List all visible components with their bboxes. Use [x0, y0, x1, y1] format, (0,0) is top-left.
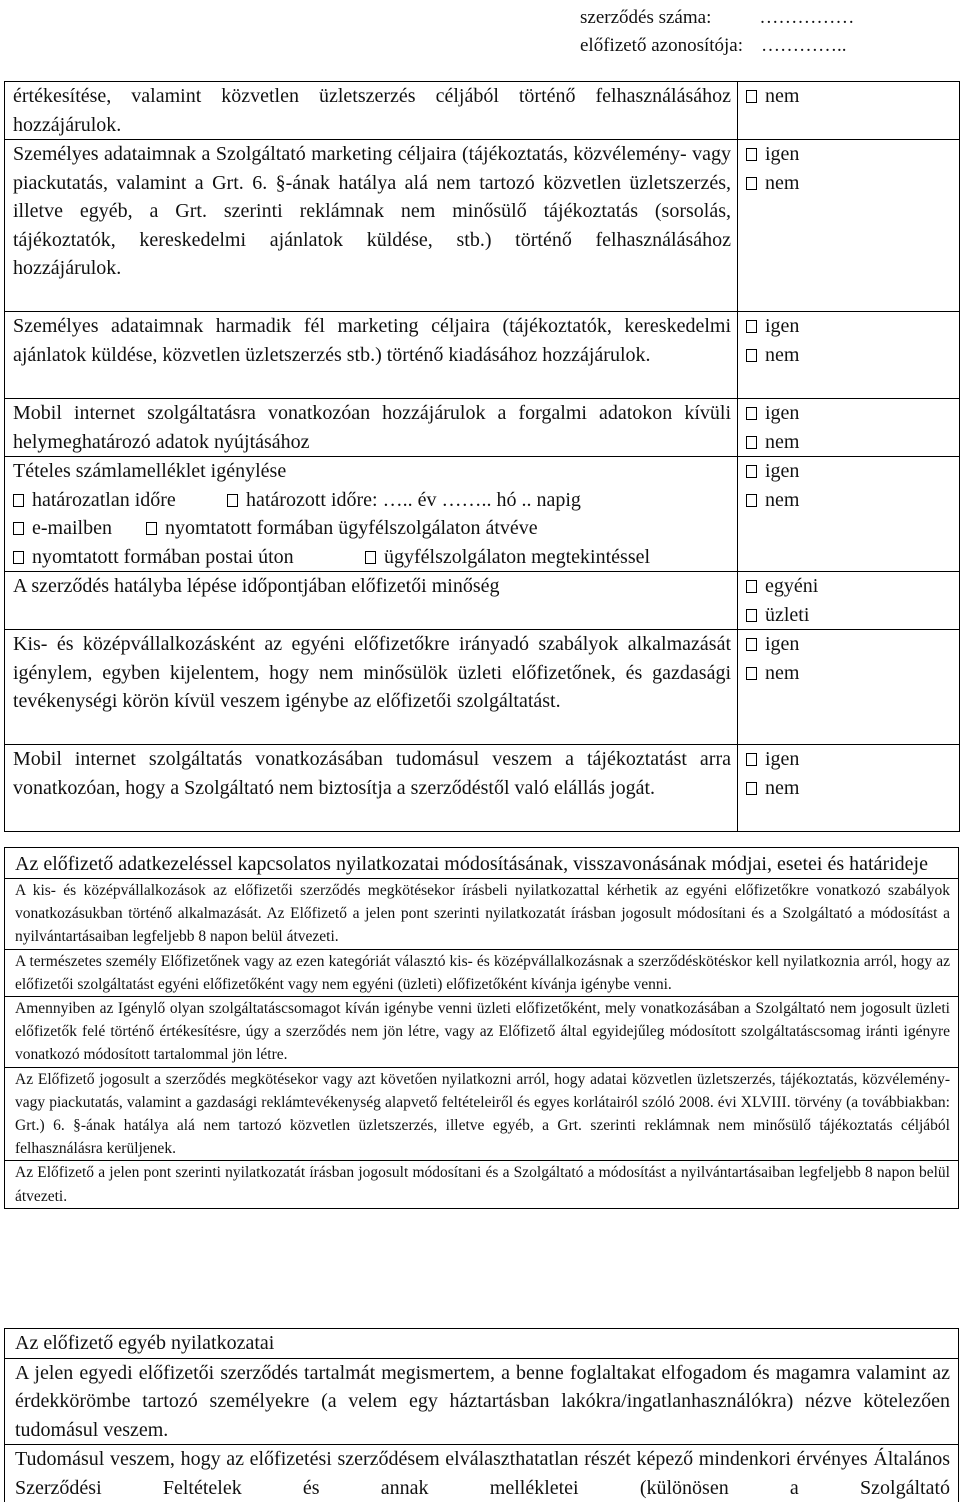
- option-nem[interactable]: nem: [746, 341, 955, 370]
- consent-options: [738, 312, 960, 399]
- option-nem[interactable]: nem: [746, 486, 955, 515]
- checkbox-icon[interactable]: [746, 580, 757, 593]
- sme-row: [5, 630, 960, 745]
- invoice-email-option[interactable]: e-mailben: [13, 514, 146, 543]
- checkbox-icon[interactable]: [746, 494, 757, 507]
- contract-number-label: szerződés száma:: [580, 7, 711, 28]
- paragraph: A kis- és középvállalkozások az előfizetői szerződés megkötésekor írásbeli nyilatkozattal kérhetik az egyéni előfizetőkre vonatkozó szabályok vonatkozásukban történő alkalmazását. Az Előfizető a jelen pont szerinti nyilatkozatát írásban jogosult módosítani és a Szolgáltató a módosítást a nyilvántartásaiban legfeljebb 8 napon belül átvezeti.: [5, 879, 959, 950]
- checkbox-icon[interactable]: [746, 177, 757, 190]
- other-declarations-table: [4, 1328, 959, 1502]
- invoice-title: Tételes számlamelléklet igénylése: [13, 457, 731, 486]
- option-igen[interactable]: igen: [746, 399, 955, 428]
- paragraph: Tudomásul veszem, hogy az előfizetési szerződésem elválaszthatatlan részét képező mindenkori érvényes Általános Szerződési Feltételek és annak mellékletei (különösen a Szolgáltató: [5, 1445, 959, 1502]
- checkbox-icon[interactable]: [746, 609, 757, 622]
- section-heading-row: [5, 848, 959, 879]
- sme-options: [738, 630, 960, 745]
- paragraph-row: [5, 1161, 959, 1208]
- consent-text: Személyes adataimnak harmadik fél marketing céljaira (tájékoztatók, kereskedelmi ajánlatok küldése, közvetlen üzletszerzés stb.) történő kiadásához hozzájárulok.: [5, 312, 738, 399]
- checkbox-icon[interactable]: [13, 494, 24, 507]
- checkbox-icon[interactable]: [365, 551, 376, 564]
- consent-options: [738, 140, 960, 312]
- section-heading: Az előfizető adatkezeléssel kapcsolatos nyilatkozatai módosításának, visszavonásának módjai, esetei és határideje: [5, 848, 959, 879]
- paragraph-row: [5, 1358, 959, 1445]
- checkbox-icon[interactable]: [746, 148, 757, 161]
- checkbox-icon[interactable]: [746, 782, 757, 795]
- consent-options: [738, 82, 960, 140]
- option-igen[interactable]: igen: [746, 457, 955, 486]
- invoice-printed-post-option[interactable]: nyomtatott formában postai úton: [13, 543, 365, 572]
- contract-number-row: [580, 4, 854, 32]
- invoice-delivery-line-2: [13, 543, 731, 572]
- sme-text: Kis- és középvállalkozásként az egyéni előfizetőkre irányadó szabályok alkalmazását igénylem, egyben kijelentem, hogy nem minősülök üzleti előfizetőnek, és gazdasági tevékenységi körön kívül veszem igénybe az előfizetői szolgáltatást.: [5, 630, 738, 745]
- subscriber-id-row: [580, 32, 854, 60]
- paragraph: A természetes személy Előfizetőnek vagy az ezen kategóriát választó kis- és középvállalkozásnak a szerződéskötéskor kell nyilatkoznia arról, hogy az előfizetői szolgáltatást egyéni előfizetőként vagy nem egyéni (üzleti) előfizetőként kívánja igénybe venni.: [5, 949, 959, 996]
- checkbox-icon[interactable]: [146, 522, 157, 535]
- subscriber-id-value[interactable]: …………..: [761, 35, 847, 56]
- option-nem[interactable]: nem: [746, 428, 955, 457]
- consent-options: [738, 399, 960, 457]
- option-nem[interactable]: nem: [746, 774, 955, 803]
- status-options: [738, 572, 960, 630]
- data-handling-table: [4, 847, 959, 1209]
- invoice-indefinite-option[interactable]: határozatlan időre: [13, 486, 227, 515]
- option-nem[interactable]: nem: [746, 659, 955, 688]
- paragraph-row: [5, 1067, 959, 1161]
- consent-table: [4, 81, 960, 832]
- checkbox-icon[interactable]: [227, 494, 238, 507]
- checkbox-icon[interactable]: [746, 349, 757, 362]
- paragraph: Amennyiben az Igénylő olyan szolgáltatáscsomagot kíván igénybe venni üzleti előfizetőként, mely vonatkozásában a Szolgáltató nem jogosult üzleti előfizetők felé történő értékesítésre, úgy a szerződés nem jön létre, vagy az Előfizető által egyidejűleg módosított szolgáltatáscsomag iránti igényre vonatkozó módosított tartalommal jön létre.: [5, 997, 959, 1068]
- option-nem[interactable]: nem: [746, 82, 955, 111]
- option-igen[interactable]: igen: [746, 140, 955, 169]
- consent-text: Mobil internet szolgáltatásra vonatkozóan hozzájárulok a forgalmi adatokon kívüli helymeghatározó adatok nyújtásához: [5, 399, 738, 457]
- status-text: A szerződés hatályba lépése időpontjában előfizetői minőség: [5, 572, 738, 630]
- invoice-options: [738, 457, 960, 572]
- paragraph: Az Előfizető a jelen pont szerinti nyilatkozatát írásban jogosult módosítani és a Szolgáltató a módosítást a nyilvántartásaiban legfeljebb 8 napon belül átvezeti.: [5, 1161, 959, 1208]
- invoice-printed-office-option[interactable]: nyomtatott formában ügyfélszolgálaton átvéve: [146, 514, 538, 543]
- paragraph-row: [5, 879, 959, 950]
- consent-row: [5, 312, 960, 399]
- option-egyeni[interactable]: egyéni: [746, 572, 955, 601]
- invoice-office-view-option[interactable]: ügyfélszolgálaton megtekintéssel: [365, 543, 650, 572]
- checkbox-icon[interactable]: [746, 465, 757, 478]
- mobile-options: [738, 745, 960, 832]
- consent-text: értékesítése, valamint közvetlen üzletszerzés céljából történő felhasználásához hozzájárulok.: [5, 82, 738, 140]
- invoice-cell: [5, 457, 738, 572]
- contract-header: [580, 4, 854, 60]
- paragraph-row: [5, 1445, 959, 1502]
- section-heading-row: [5, 1329, 959, 1359]
- paragraph-row: [5, 997, 959, 1068]
- subscriber-id-label: előfizető azonosítója:: [580, 35, 743, 56]
- status-row: [5, 572, 960, 630]
- checkbox-icon[interactable]: [13, 551, 24, 564]
- consent-row: [5, 82, 960, 140]
- paragraph: Az Előfizető jogosult a szerződés megkötésekor vagy azt követően nyilatkozni arról, hogy adatai közvetlen üzletszerzés, tájékoztatás, közvélemény- vagy piackutatás, valamint a gazdasági reklámtevékenység alapvető feltételeiről és egyes korlátairól szóló 2008. évi XLVIII. törvény (a továbbiakban: Grt.) 6. §-ának hatálya alá nem tartozó közvetlen üzletszerzés, illetve egyéb, a Grt. szerinti reklámnak nem minősülő tájékoztatás céljából felhasználásra kerüljenek.: [5, 1067, 959, 1161]
- option-nem[interactable]: nem: [746, 169, 955, 198]
- consent-row: [5, 140, 960, 312]
- option-uzleti[interactable]: üzleti: [746, 601, 955, 630]
- option-igen[interactable]: igen: [746, 630, 955, 659]
- checkbox-icon[interactable]: [13, 522, 24, 535]
- invoice-definite-option[interactable]: határozott időre: ….. év …….. hó .. napig: [227, 486, 581, 515]
- option-igen[interactable]: igen: [746, 312, 955, 341]
- contract-number-value[interactable]: ……………: [759, 7, 854, 28]
- mobile-row: [5, 745, 960, 832]
- invoice-period-line: [13, 486, 731, 515]
- checkbox-icon[interactable]: [746, 320, 757, 333]
- checkbox-icon[interactable]: [746, 90, 757, 103]
- section-heading: Az előfizető egyéb nyilatkozatai: [5, 1329, 959, 1359]
- paragraph: A jelen egyedi előfizetői szerződés tartalmát megismertem, a benne foglaltakat elfogadom és magamra valamint az érdekkörömbe tartozó személyekre (a velem egy háztartásban lakókra/ingatlanhasználókra) nézve kötelezően tudomásul veszem.: [5, 1358, 959, 1445]
- checkbox-icon[interactable]: [746, 436, 757, 449]
- option-igen[interactable]: igen: [746, 745, 955, 774]
- consent-row: [5, 399, 960, 457]
- invoice-delivery-line-1: [13, 514, 731, 543]
- checkbox-icon[interactable]: [746, 753, 757, 766]
- consent-text: Személyes adataimnak a Szolgáltató marketing céljaira (tájékoztatás, közvélemény- vagy piackutatás, valamint a Grt. 6. §-ának hatálya alá nem tartozó közvetlen üzletszerzés, illetve egyéb, a Grt. szerinti reklámnak nem minősülő tájékoztatás (sorsolás, tájékoztatók, kereskedelmi ajánlatok küldése, stb.) történő felhasználásához hozzájárulok.: [5, 140, 738, 312]
- checkbox-icon[interactable]: [746, 638, 757, 651]
- paragraph-row: [5, 949, 959, 996]
- checkbox-icon[interactable]: [746, 667, 757, 680]
- mobile-text: Mobil internet szolgáltatás vonatkozásában tudomásul veszem a tájékoztatást arra vonatkozóan, hogy a Szolgáltató nem biztosítja a szerződéstől való elállás jogát.: [5, 745, 738, 832]
- checkbox-icon[interactable]: [746, 407, 757, 420]
- invoice-row: [5, 457, 960, 572]
